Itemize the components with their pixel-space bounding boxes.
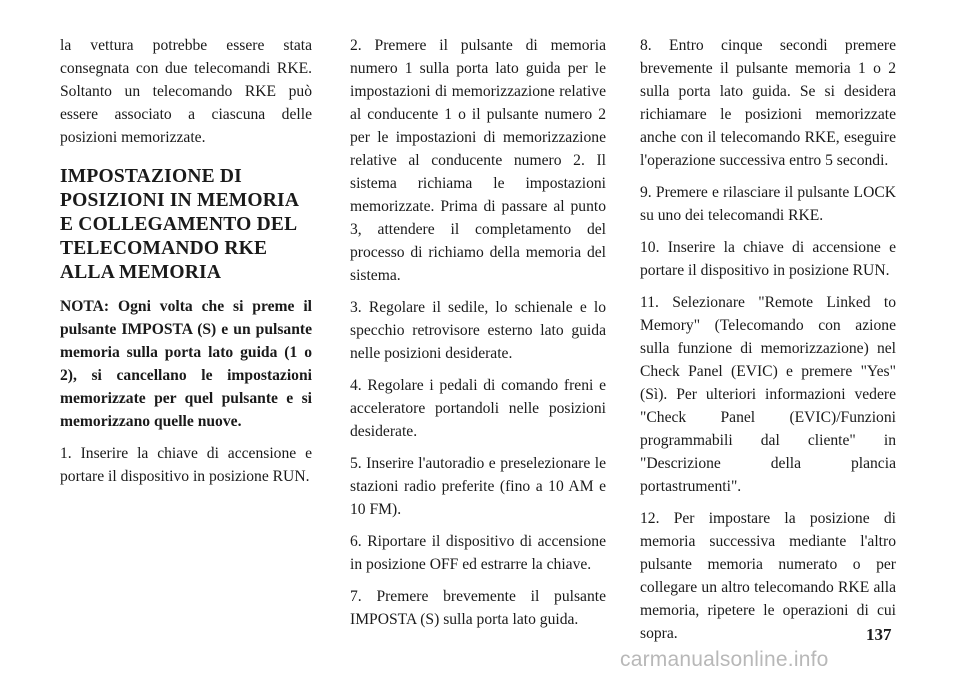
- page-number: 137: [866, 625, 892, 644]
- column-left: [60, 34, 312, 497]
- watermark-text: carmanualsonline.info: [620, 648, 829, 671]
- step-3: 3. Regolare il sedile, lo schienale e lo specchio retrovisore esterno lato guida nelle posizioni desiderate.: [350, 299, 606, 362]
- column-right: [640, 34, 896, 654]
- section-heading: IMPOSTAZIONE DI POSIZIONI IN MEMORIA E COLLEGAMENTO DEL TELECOMANDO RKE ALLA MEMORIA: [60, 166, 299, 283]
- step-8: 8. Entro cinque secondi premere brevemente il pulsante memoria 1 o 2 sulla porta lato guida. Se si desidera richiamare le posizioni memorizzate anche con il telecomando RKE, eseguire l'operazione successiva entro 5 secondi.: [640, 37, 896, 169]
- step-1: 1. Inserire la chiave di accensione e portare il dispositivo in posizione RUN.: [60, 445, 312, 485]
- step-12: 12. Per impostare la posizione di memoria successiva mediante l'altro pulsante memoria numerato o per collegare un altro telecomando RKE alla memoria, ripetere le operazioni di cui sopra.: [640, 510, 896, 642]
- step-10: 10. Inserire la chiave di accensione e portare il dispositivo in posizione RUN.: [640, 239, 896, 279]
- note-paragraph: NOTA: Ogni volta che si preme il pulsante IMPOSTA (S) e un pulsante memoria sulla porta lato guida (1 o 2), si cancellano le impostazioni memorizzate per quel pulsante e si memorizzano quelle nuove.: [60, 298, 312, 430]
- step-6: 6. Riportare il dispositivo di accensione in posizione OFF ed estrarre la chiave.: [350, 533, 606, 573]
- step-9: 9. Premere e rilasciare il pulsante LOCK su uno dei telecomandi RKE.: [640, 184, 896, 224]
- column-middle: [350, 34, 606, 640]
- step-11: 11. Selezionare "Remote Linked to Memory" (Telecomando con azione sulla funzione di memorizzazione) nel Check Panel (EVIC) e premere "Yes" (Sì). Per ulteriori informazioni vedere "Check Panel (EVIC)/Funzioni programmabili dal cliente" in "Descrizione della plancia portastrumenti".: [640, 294, 896, 495]
- step-4: 4. Regolare i pedali di comando freni e acceleratore portandoli nelle posizioni desiderate.: [350, 377, 606, 440]
- step-5: 5. Inserire l'autoradio e preselezionare le stazioni radio preferite (fino a 10 AM e 10 FM).: [350, 455, 606, 518]
- intro-paragraph: la vettura potrebbe essere stata consegnata con due telecomandi RKE. Soltanto un telecomando RKE può essere associato a ciascuna delle posizioni memorizzate.: [60, 37, 312, 146]
- step-7: 7. Premere brevemente il pulsante IMPOSTA (S) sulla porta lato guida.: [350, 588, 606, 628]
- step-2: 2. Premere il pulsante di memoria numero 1 sulla porta lato guida per le impostazioni di memorizzazione relative al conducente 1 o il pulsante numero 2 per le impostazioni di memorizzazione relative al conducente numero 2. Il sistema richiama le impostazioni memorizzate. Prima di passare al punto 3, attendere il completamento del processo di richiamo della memoria del sistema.: [350, 37, 606, 284]
